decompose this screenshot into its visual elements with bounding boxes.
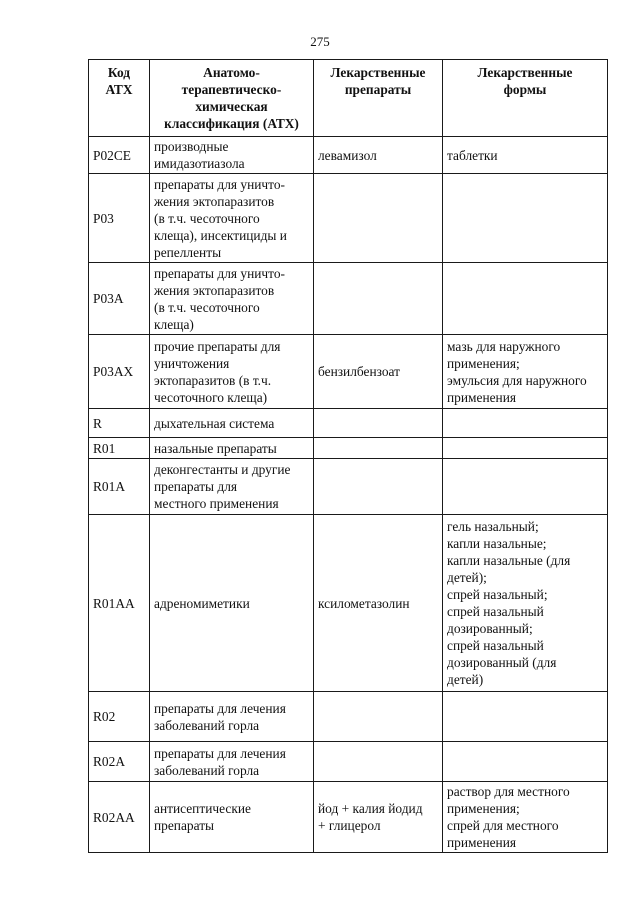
code-cell: R01AA <box>89 515 150 692</box>
header-code: Код АТХ <box>89 60 150 137</box>
drugs-cell <box>314 263 443 335</box>
forms-cell <box>443 692 608 742</box>
classification-cell: производные имидазотиазола <box>150 137 314 174</box>
code-cell: R <box>89 409 150 438</box>
drugs-cell: ксилометазолин <box>314 515 443 692</box>
code-cell: R02AA <box>89 782 150 853</box>
drugs-cell: йод + калия йодид + глицерол <box>314 782 443 853</box>
classification-cell: препараты для лечения заболеваний горла <box>150 742 314 782</box>
forms-cell <box>443 263 608 335</box>
code-cell: P03AX <box>89 335 150 409</box>
drugs-cell: бензилбензоат <box>314 335 443 409</box>
header-classification: Анатомо- терапевтическо- химическая классификация (АТХ) <box>150 60 314 137</box>
classification-cell: препараты для лечения заболеваний горла <box>150 692 314 742</box>
drugs-cell <box>314 409 443 438</box>
page-number: 275 <box>310 34 330 49</box>
code-cell: R01A <box>89 459 150 515</box>
classification-cell: дыхательная система <box>150 409 314 438</box>
drugs-cell <box>314 692 443 742</box>
table-row <box>89 438 608 459</box>
table-row <box>89 782 608 853</box>
table-row <box>89 459 608 515</box>
table-row <box>89 335 608 409</box>
table-row <box>89 409 608 438</box>
classification-cell: деконгестанты и другие препараты для местного применения <box>150 459 314 515</box>
forms-cell <box>443 459 608 515</box>
drugs-cell: левамизол <box>314 137 443 174</box>
drugs-cell <box>314 438 443 459</box>
table-header-row <box>89 60 608 137</box>
code-cell: R01 <box>89 438 150 459</box>
table-row <box>89 263 608 335</box>
table-row <box>89 742 608 782</box>
drugs-cell <box>314 742 443 782</box>
table-row <box>89 137 608 174</box>
code-cell: P03 <box>89 174 150 263</box>
drugs-cell <box>314 459 443 515</box>
classification-cell: прочие препараты для уничтожения эктопаразитов (в т.ч. чесоточного клеща) <box>150 335 314 409</box>
classification-cell: антисептические препараты <box>150 782 314 853</box>
table-row <box>89 515 608 692</box>
code-cell: P03A <box>89 263 150 335</box>
classification-cell: препараты для уничто- жения эктопаразитов (в т.ч. чесоточного клеща) <box>150 263 314 335</box>
table-row <box>89 174 608 263</box>
atx-table <box>88 59 608 853</box>
drugs-cell <box>314 174 443 263</box>
forms-cell: таблетки <box>443 137 608 174</box>
table-row <box>89 692 608 742</box>
forms-cell: раствор для местного применения; спрей для местного применения <box>443 782 608 853</box>
header-drugs: Лекарственные препараты <box>314 60 443 137</box>
forms-cell <box>443 409 608 438</box>
code-cell: P02CE <box>89 137 150 174</box>
forms-cell <box>443 174 608 263</box>
classification-cell: адреномиметики <box>150 515 314 692</box>
classification-cell: препараты для уничто- жения эктопаразитов (в т.ч. чесоточного клеща), инсектициды и репелленты <box>150 174 314 263</box>
code-cell: R02A <box>89 742 150 782</box>
forms-cell <box>443 438 608 459</box>
header-forms: Лекарственные формы <box>443 60 608 137</box>
forms-cell <box>443 742 608 782</box>
forms-cell: гель назальный; капли назальные; капли назальные (для детей); спрей назальный; спрей назальный дозированный; спрей назальный дозированный (для детей) <box>443 515 608 692</box>
classification-cell: назальные препараты <box>150 438 314 459</box>
forms-cell: мазь для наружного применения; эмульсия для наружного применения <box>443 335 608 409</box>
code-cell: R02 <box>89 692 150 742</box>
